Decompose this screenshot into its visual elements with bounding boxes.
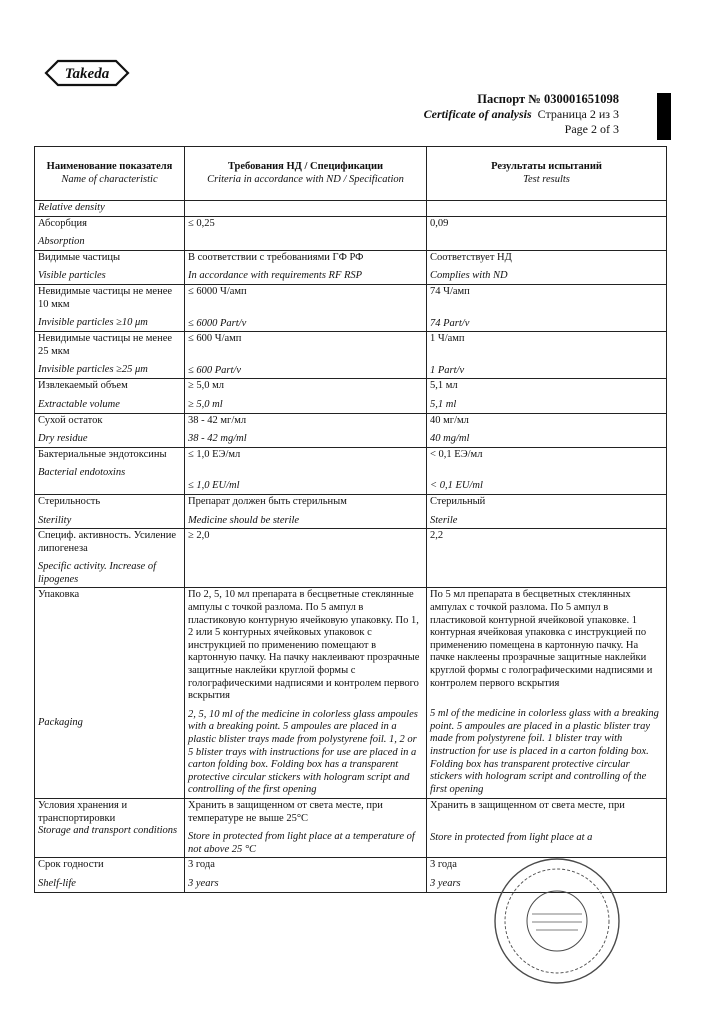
row-result: По 5 мл препарата в бесцветных стеклянных ампулах с точкой разлома. По 5 ампул в пластиковой контурной ячейковой упаковке. 1 контурная ячейковая упаковка с инструкцией по применению помещена в картонную пачку. На пачке наклеены прозрачные защитные наклейки круглой формы с голографическими надписями и контролем первого вскрытия 5 ml of the medicine in colorless glass with a breaking point. 5 ampoules are placed in a plastic blister tray made from polystyrene foil. 1 blister tray with instruction for use is placed in a carton folding box. Folding box has transparent protective circular stickers with hologram script and controlling of the first opening (427, 588, 667, 799)
table-row (35, 284, 667, 331)
row-result: 5,1 мл 5,1 ml (427, 379, 667, 413)
row-spec: 38 - 42 мг/мл 38 - 42 mg/ml (185, 413, 427, 447)
row-spec: 3 года 3 years (185, 858, 427, 892)
column-header-name: Наименование показателя Name of characteristic (35, 147, 185, 201)
column-header-result: Результаты испытаний Test results (427, 147, 667, 201)
row-result: 74 Ч/амп 74 Part/v (427, 284, 667, 331)
table-row (35, 413, 667, 447)
table-row (35, 798, 667, 857)
row-result: 0,09 (427, 216, 667, 250)
certificate-table (34, 146, 667, 893)
row-name: Relative density (35, 201, 185, 217)
row-name: Невидимые частицы не менее 25 мкм Invisible particles ≥25 μm (35, 332, 185, 379)
row-spec: ≤ 0,25 (185, 216, 427, 250)
table-header-row (35, 147, 667, 201)
certificate-title-en: Certificate of analysis (423, 107, 532, 121)
row-name: Извлекаемый объем Extractable volume (35, 379, 185, 413)
certificate-line (424, 107, 619, 121)
row-spec: Препарат должен быть стерильным Medicine should be sterile (185, 494, 427, 528)
row-name: Бактериальные эндотоксины Bacterial endotoxins (35, 447, 185, 494)
table-row (35, 447, 667, 494)
row-result: Соответствует НД Complies with ND (427, 250, 667, 284)
takeda-logo (44, 58, 130, 88)
row-name: Упаковка Packaging (35, 588, 185, 799)
column-header-spec: Требования НД / Спецификации Criteria in accordance with ND / Specification (185, 147, 427, 201)
table-row (35, 332, 667, 379)
table-row (35, 529, 667, 588)
row-result: Хранить в защищенном от света месте, при Store in protected from light place at a (427, 798, 667, 857)
table-row (35, 216, 667, 250)
official-stamp (492, 856, 622, 986)
row-result: 1 Ч/амп 1 Part/v (427, 332, 667, 379)
row-spec: Хранить в защищенном от света месте, при температуре не выше 25°С Store in protected from light place at a temperature of not above 25 °C (185, 798, 427, 857)
row-name: Стерильность Sterility (35, 494, 185, 528)
row-result: 2,2 (427, 529, 667, 588)
row-name: Срок годности Shelf-life (35, 858, 185, 892)
table-row (35, 250, 667, 284)
table-row (35, 379, 667, 413)
svg-text:Takeda: Takeda (64, 66, 110, 82)
row-result: Стерильный Sterile (427, 494, 667, 528)
row-name: Сухой остаток Dry residue (35, 413, 185, 447)
row-spec: ≤ 1,0 ЕЭ/мл ≤ 1,0 EU/ml (185, 447, 427, 494)
row-spec: ≥ 5,0 мл ≥ 5,0 ml (185, 379, 427, 413)
row-name: Абсорбция Absorption (35, 216, 185, 250)
table-row (35, 588, 667, 799)
row-spec: В соответствии с требованиями ГФ РФ In accordance with requirements RF RSP (185, 250, 427, 284)
row-name: Условия хранения и транспортировки Storage and transport conditions (35, 798, 185, 857)
row-spec: ≥ 2,0 (185, 529, 427, 588)
row-name: Невидимые частицы не менее 10 мкм Invisible particles ≥10 μm (35, 284, 185, 331)
table-row (35, 494, 667, 528)
row-spec: По 2, 5, 10 мл препарата в бесцветные стеклянные ампулы с точкой разлома. По 5 ампул в пластиковую контурную ячейковую упаковку. По 1, 2 или 5 контурных ячейковых упаковок с инструкцией по применению помещают в картонную пачку. На пачку наклеивают прозрачные защитные наклейки круглой формы с голографическими надписями и контролем первого вскрытия 2, 5, 10 ml of the medicine in colorless glass ampoules with a breaking point. 5 ampoules are placed in a plastic blister trays made from polystyrene foil. 1, 2 or 5 blister trays with instructions for use are placed in a carton folding box. Folding box has a transparent protective circular stickers with hologram script and controlling of the first opening (185, 588, 427, 799)
table-row (35, 201, 667, 217)
row-name: Видимые частицы Visible particles (35, 250, 185, 284)
row-name: Специф. активность. Усиление липогенеза Specific activity. Increase of lipogenes (35, 529, 185, 588)
row-spec: ≤ 600 Ч/амп ≤ 600 Part/v (185, 332, 427, 379)
page-number-ru: Страница 2 из 3 (537, 107, 619, 121)
passport-number: Паспорт № 030001651098 (477, 92, 619, 106)
row-result: 40 мг/мл 40 mg/ml (427, 413, 667, 447)
black-marker-bar (657, 93, 671, 140)
page-number-en: Page 2 of 3 (564, 122, 619, 136)
row-result: 3 года 3 years (427, 858, 667, 892)
row-result: < 0,1 ЕЭ/мл < 0,1 EU/ml (427, 447, 667, 494)
row-spec: ≤ 6000 Ч/амп ≤ 6000 Part/v (185, 284, 427, 331)
